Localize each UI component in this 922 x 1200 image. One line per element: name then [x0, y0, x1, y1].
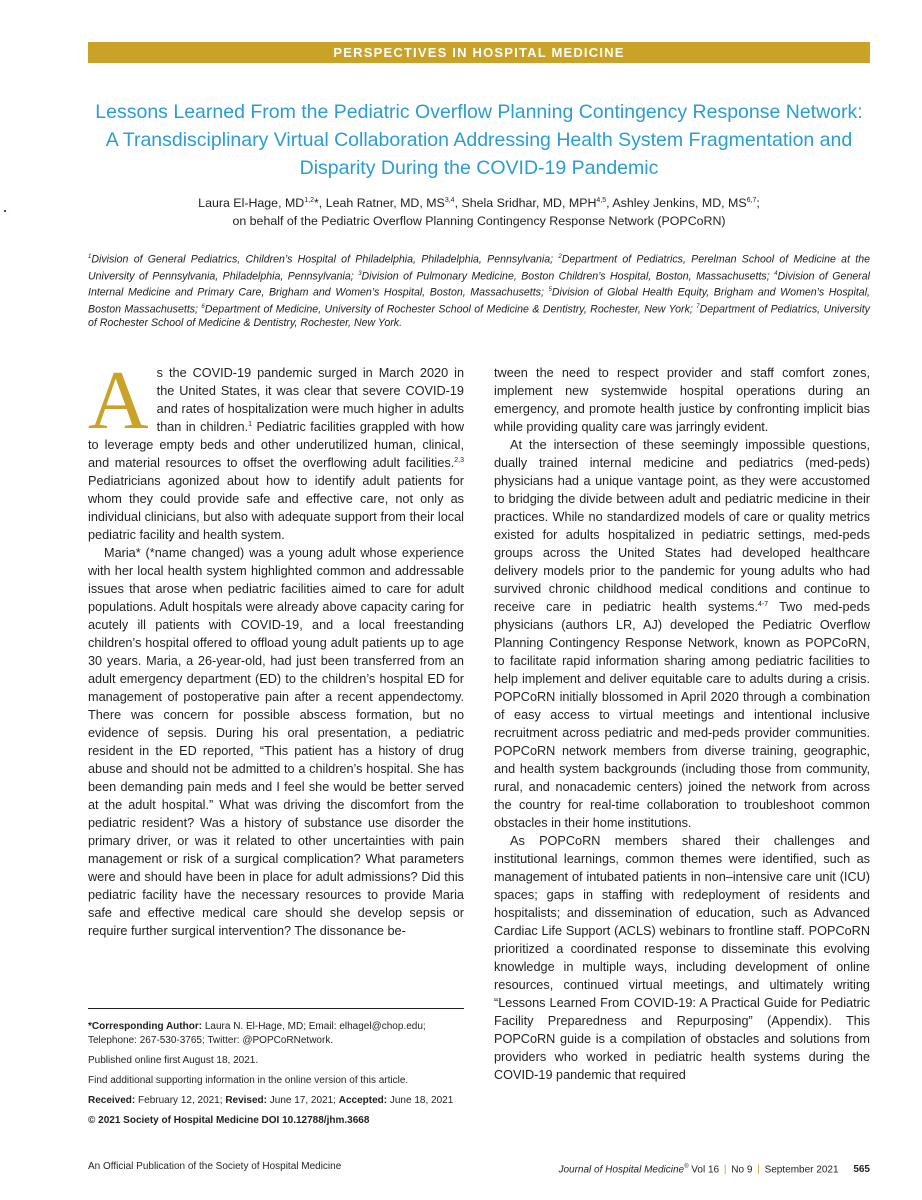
- copyright-text: © 2021 Society of Hospital Medicine DOI 10.12788/jhm.3668: [88, 1115, 370, 1126]
- body-column-right: [494, 364, 870, 1164]
- author-affil-sup: 1,2: [304, 197, 314, 204]
- author-name: Shela Sridhar, MD, MPH: [461, 196, 597, 211]
- author-name: Ashley Jenkins, MD, MS: [612, 196, 747, 211]
- issue-date: September 2021: [764, 1164, 839, 1176]
- revised-label: Revised:: [225, 1095, 267, 1106]
- page-number: 565: [853, 1164, 870, 1176]
- affiliations: [88, 250, 870, 330]
- drop-cap: A: [88, 364, 149, 447]
- body-column-left: [88, 364, 464, 964]
- volume: Vol 16: [691, 1164, 720, 1176]
- journal-name: Journal of Hospital Medicine: [558, 1164, 685, 1176]
- corresponding-mark: *,: [313, 196, 326, 211]
- body-text: At the intersection of these seemingly impossible questions, dually trained internal medicine and pediatrics (med-peds) physicians had a unique vantage point, as they were accustomed to bridging the divide between adult and pediatric medicine in their practices. While no standardized models of care or quality metrics existed for adults hospitalized in pediatric settings, med-peds groups across the United States had developed healthcare delivery models prior to the pandemic for young adults who had survived chronic childhood medical conditions and continue to receive care in pediatric health systems.: [494, 438, 870, 614]
- affil-text: Department of Pediatrics, Perelman School of Medicine at the University of Pennsylvania, Philadelphia, Pennsylvania;: [88, 253, 870, 283]
- body-text: s the COVID-19 pandemic surged in March 2020 in the United States, it was clear that severe COVID-19 and rates of hospitalization were much higher in adults than in children.: [156, 366, 464, 434]
- affil-text: Department of Pediatrics, University of Rochester School of Medicine & Dentistry, Rochester, New York.: [88, 303, 870, 330]
- citation-sup: 2,3: [454, 456, 464, 464]
- body-text: Pediatric facilities grappled with how to leverage empty beds and other underutilized human, clinical, and material resources to offset the overflowing adult facilities.: [88, 420, 464, 470]
- author-affil-sup: 3,4: [444, 197, 455, 204]
- copyright-note: [88, 1114, 468, 1128]
- affil-text: Division of General Pediatrics, Children’s Hospital of Philadelphia, Philadelphia, Pennsylvania;: [91, 253, 559, 266]
- received-date: February 12, 2021;: [135, 1095, 226, 1106]
- published-note: Published online first August 18, 2021.: [88, 1055, 259, 1066]
- affil-text: Division of Global Health Equity, Brigham and Women’s Hospital, Boston Massachusetts;: [88, 286, 870, 316]
- registered-mark: ®: [684, 1164, 689, 1170]
- corresponding-author-note: [88, 1020, 468, 1048]
- issue-number: No 9: [731, 1164, 753, 1176]
- body-paragraph: Maria* (*name changed) was a young adult whose experience with her local health system highlighted common and addressable issues that arose when pediatric facilities aimed to care for adult populations. Adult hospitals were already above capacity caring for acutely ill patients with COVID-19, and a local freestanding children’s hospital offered to offload young adult patients up to age 30 years. Maria, a 26-year-old, had just been transferred from an adult emergency department (ED) to the children’s hospital ED for management of postoperative pain after a recent appendectomy. There was concern for possible abscess formation, but no evidence of sepsis. During his oral presentation, a pediatric resident in the ED reported, “This patient has a history of drug abuse and should not be admitted to a children’s hospital. She has been demanding pain meds and I feel she would be better served at the adult hospital.” What was driving the discomfort from the pediatric resident? Was a history of substance use disorder the primary driver, or was it related to other uncertainties with pain management or risk of a surgical complication? What parameters were and should have been in place for adult admissions? Did this pediatric facility have the necessary resources to provide Maria safe and effective medical care should she develop sepsis or require further surgical intervention? The dissonance be-: [88, 546, 464, 938]
- affil-text: Division of Pulmonary Medicine, Boston Children’s Hospital, Boston, Massachusetts;: [361, 270, 775, 283]
- article-title: Lessons Learned From the Pediatric Overflow Planning Contingency Response Network: A Transdisciplinary Virtual Collaboration Addressing Health System Fragmentation and Disparity During the COVID-19 Pandemic: [95, 101, 863, 179]
- affil-num: 1: [88, 254, 92, 260]
- body-text: Pediatricians agonized about how to identify adult patients for whom they could provide safe and effective care, not only as individual clinicians, but also with adequate support from their local pediatric facility and health system.: [88, 474, 464, 542]
- citation-sup: 4-7: [758, 600, 769, 608]
- author-name: Laura El-Hage, MD: [198, 196, 305, 211]
- affil-num: 5: [548, 287, 552, 294]
- footer-journal-info: [558, 1160, 870, 1177]
- accepted-date: June 18, 2021: [387, 1095, 454, 1106]
- author-affil-sup: 4,5: [596, 197, 607, 204]
- affil-text: Division of General Internal Medicine and Primary Care, Brigham and Women’s Hospital, Boston, Massachusetts;: [88, 270, 871, 299]
- corr-text: Laura N. El-Hage, MD; Email: elhagel@chop.edu; Telephone: 267-530-3765; Twitter: @POPCoRNetwork.: [88, 1021, 426, 1046]
- affil-num: 7: [696, 303, 700, 310]
- received-label: Received:: [88, 1095, 136, 1106]
- revised-date: June 17, 2021;: [267, 1095, 339, 1106]
- accepted-label: Accepted:: [338, 1095, 388, 1106]
- body-paragraph: tween the need to respect provider and staff comfort zones, implement new systemwide hospital operations during an emergency, and promote health justice by confronting implicit bias while providing quality care was jarringly evident.: [494, 366, 870, 434]
- affil-num: 2: [558, 254, 562, 260]
- on-behalf-line: on behalf of the Pediatric Overflow Planning Contingency Response Network (POPCoRN): [232, 214, 726, 229]
- author-name: Leah Ratner, MD, MS: [325, 196, 445, 211]
- body-paragraph: [494, 436, 870, 832]
- citation-sup: 1: [248, 420, 253, 428]
- edge-mark: [4, 210, 6, 212]
- author-list: Laura El-Hage, MD$^{1,2}$*, Leah Ratner, MD, MS$^{3,4}$, Shela Sridhar, MD, MPH$^{4,5}$, Ashley Jenkins, MD, MS$^{6,7}$; on behalf of the Pediatric Overflow Planning Contingency Response Network (POPCoRN): [198, 196, 760, 229]
- footer-publication: An Official Publication of the Society of Hospital Medicine: [88, 1161, 342, 1172]
- supporting-note: Find additional supporting information in the online version of this article.: [88, 1075, 409, 1086]
- body-paragraph: [88, 364, 464, 544]
- corr-label: *Corresponding Author:: [88, 1021, 203, 1032]
- footnotes: [88, 1020, 468, 1134]
- affil-num: 3: [358, 270, 362, 277]
- body-paragraph: As POPCoRN members shared their challenges and institutional learnings, common themes were identified, such as management of intubated patients in non–intensive care unit (ICU) spaces; gaps in staffing with redeployment of residents and hospitalists; and dissemination of education, such as Advanced Cardiac Life Support (ACLS) webinars to frontline staff. POPCoRN prioritized a coordinated response to disseminate this evolving knowledge in multiple ways, including development of online resources, continued virtual meetings, and ultimately writing “Lessons Learned From COVID-19: A Practical Guide for Pediatric Facility Preparedness and Repurposing” (Appendix). This POPCoRN guide is a compilation of obstacles and solutions from providers who worked in pediatric health systems during the COVID-19 pandemic that required: [494, 834, 870, 1082]
- dates-note: [88, 1094, 468, 1108]
- author-affil-sup: 6,7: [746, 197, 757, 204]
- footnote-divider: [88, 1008, 464, 1009]
- section-banner: PERSPECTIVES IN HOSPITAL MEDICINE: [88, 42, 870, 63]
- separator: |: [723, 1164, 727, 1176]
- affil-text: Department of Medicine, University of Rochester School of Medicine & Dentistry, Rochester, New York;: [204, 303, 697, 316]
- affil-num: 6: [201, 303, 205, 310]
- body-text: Two med-peds physicians (authors LR, AJ) developed the Pediatric Overflow Planning Contingency Response Network, known as POPCoRN, to facilitate rapid information sharing among pediatric facilities to help implement and deliver equitable care to adults during a crisis. POPCoRN initially blossomed in April 2020 through a combination of easy access to virtual meetings and intentional inclusive recruitment across pediatric and med-peds provider communities. POPCoRN network members from diverse training, geographic, and health system backgrounds (including those from community, rural, and nonacademic centers) joined the network from across the country for real-time collaboration to troubleshoot common obstacles in their home institutions.: [494, 600, 870, 830]
- separator: |: [757, 1164, 760, 1176]
- affil-num: 4: [774, 270, 778, 277]
